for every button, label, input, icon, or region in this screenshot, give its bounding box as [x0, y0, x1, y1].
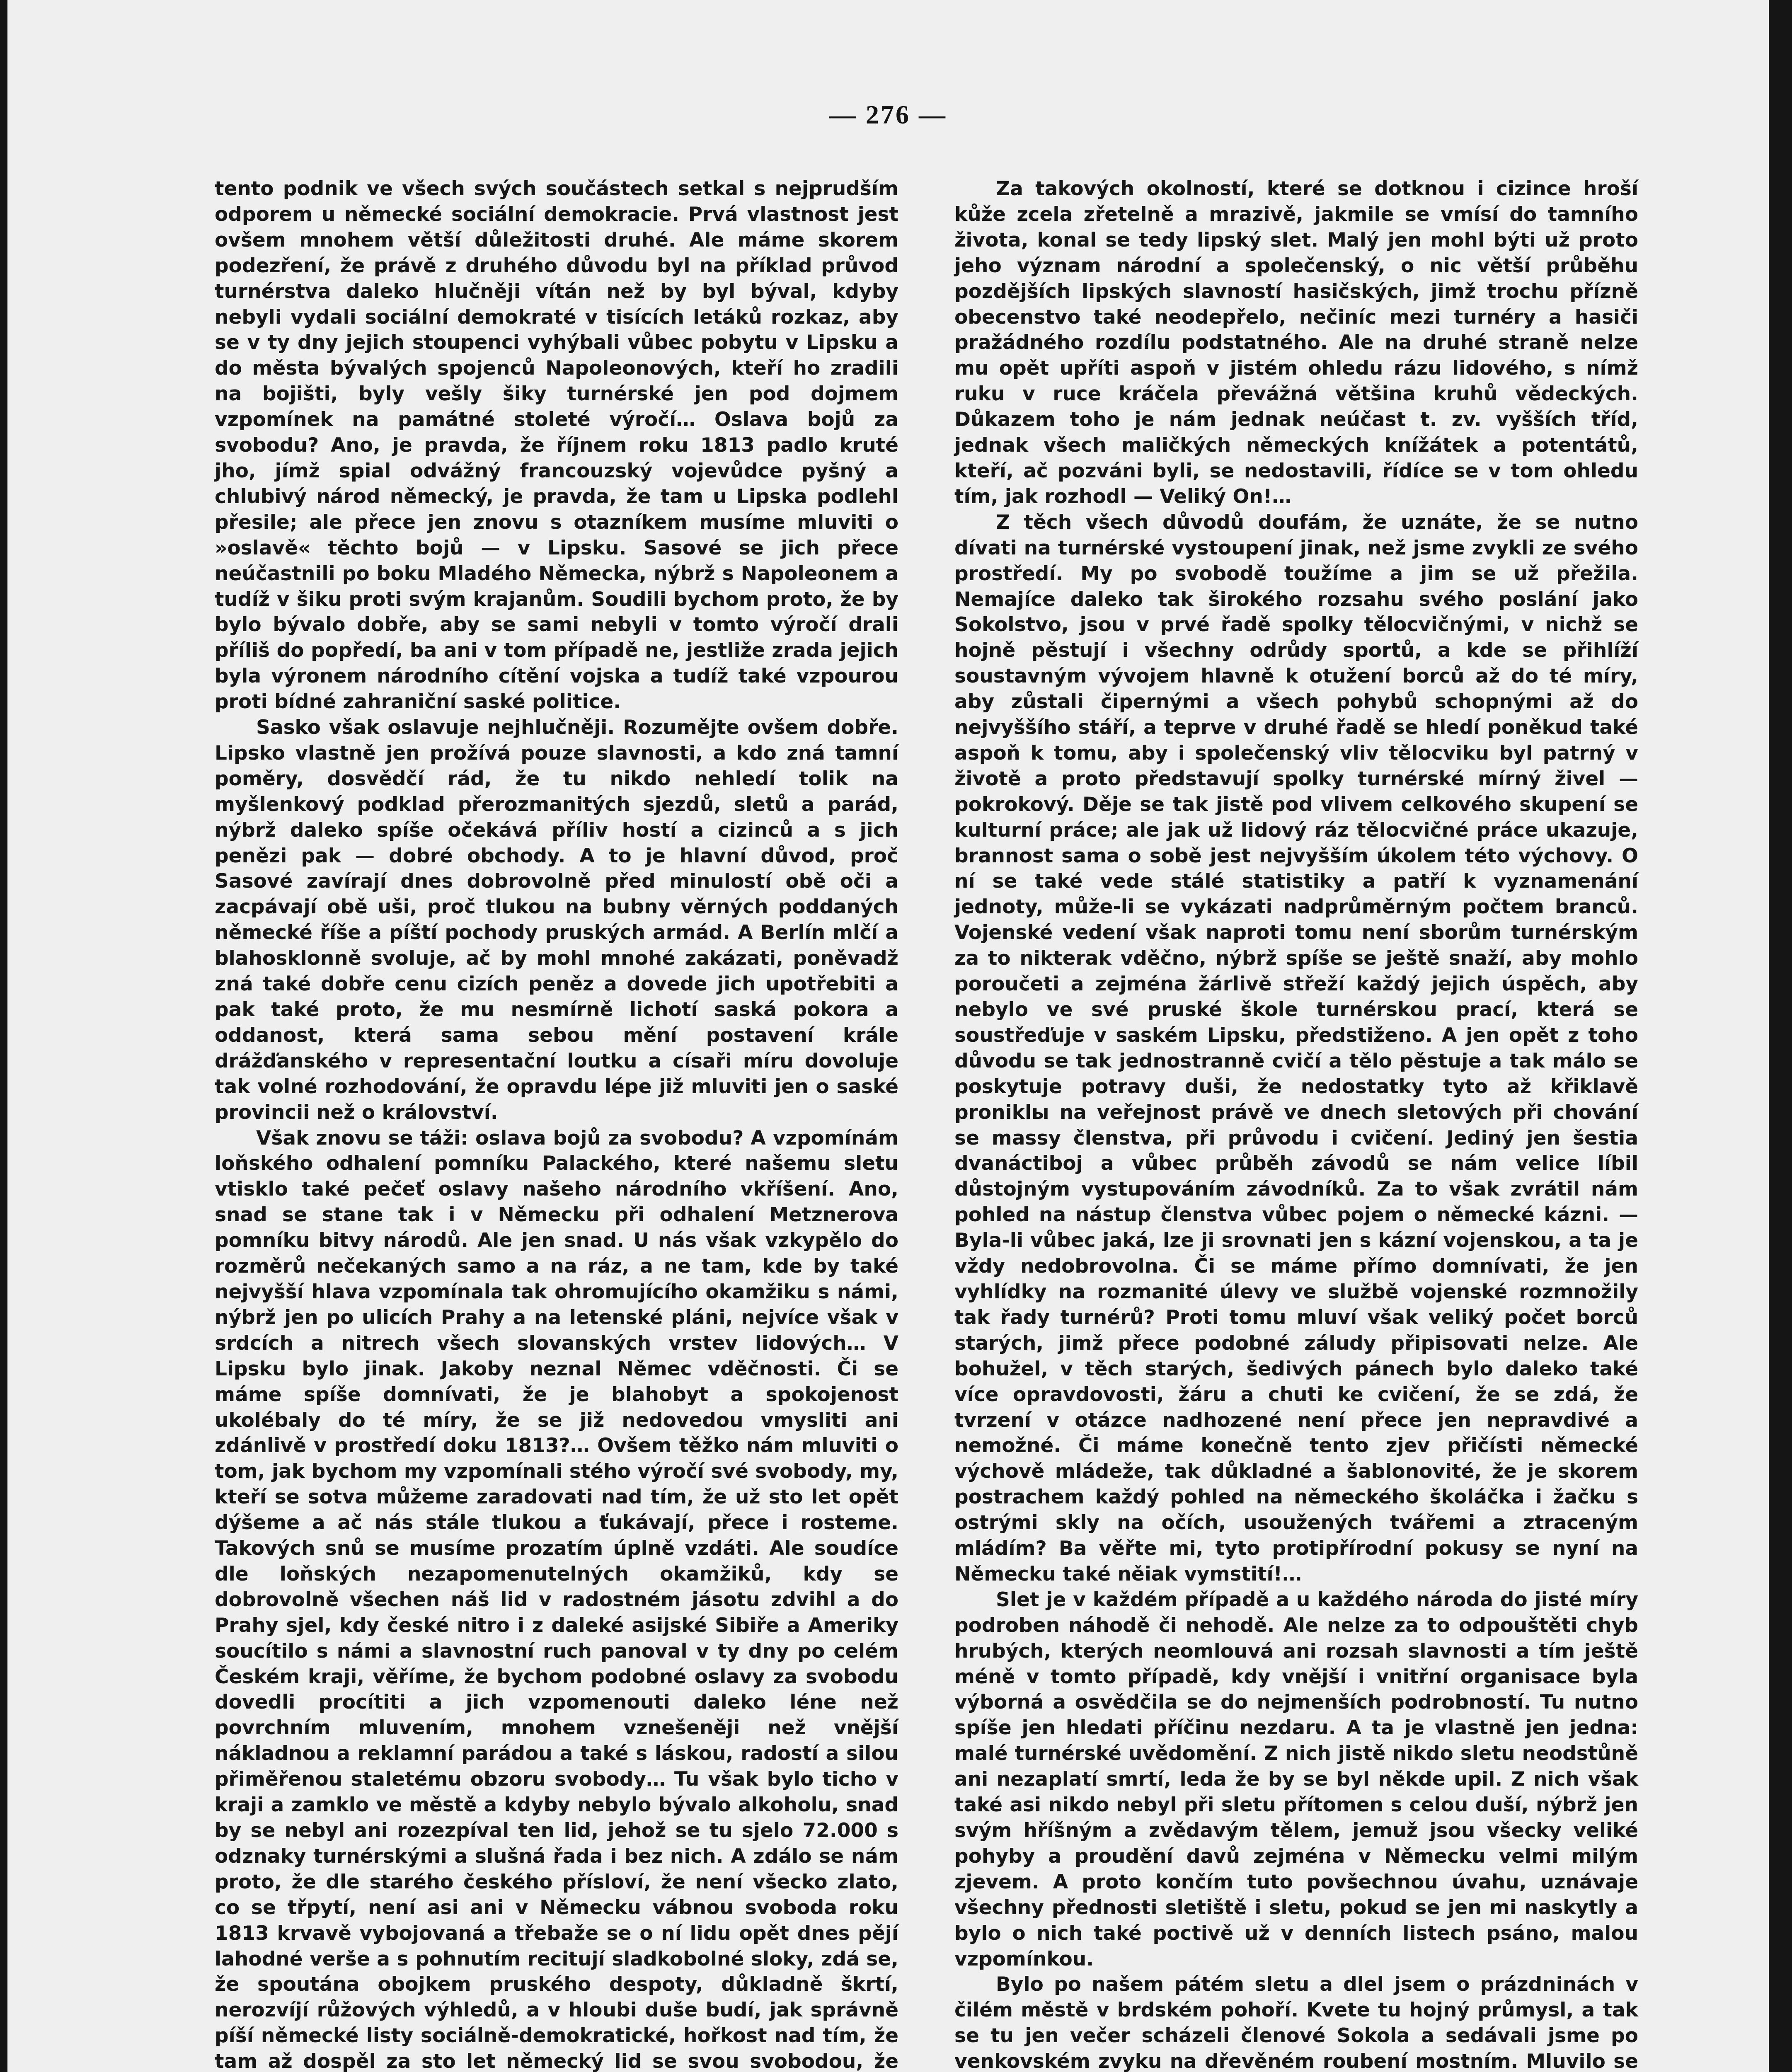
paragraph: Z těch všech důvodů doufám, že uznáte, že se nutno dívati na turnérské vystoupení jinak, než jsme zvykli ze svého prostředí. My po svobodě toužíme a jim se už přežila. Nemajíce daleko tak širokého rozsahu svého poslání jako Sokolstvo, jsou v prvé řadě spolky tělocvičnými, v nichž se hojně pěstují i všechny odrůdy sportů, a kde se přihlíží soustavným vývojem hlavně k otužení borců až do té míry, aby zůstali čipernými a všech pohybů schopnými až do nejvyššího stáří, a teprve v druhé řadě se hledí poněkud také aspoň k tomu, aby i společenský vliv tělocviku byl patrný v životě a proto představují spolky turnérské mírný živel — pokrokový. Děje se tak jistě pod vlivem celkového skupení se kulturní práce; ale jak už lidový ráz tělocvičné práce ukazuje, brannost sama o sobě jest nejvyšším úkolem této výchovy. O ní se také vede stálé statistiky a patří k vyznamenání jednoty, může-li se vykázati nadprůměrným počtem branců. Vojenské vedení však naproti tomu není sborům turnérským za to nikterak vděčno, nýbrž spíše se ještě snaží, aby mohlo poroučeti a zejména žárlivě střeží každý jejich úspěch, aby nebylo ve své pruské škole turnérskou prací, která se soustřeďuje v saském Lipsku, předstiženo. A jen opět z toho důvodu se tak jednostranně cvičí a tělo pěstuje a tak málo se poskytuje potravy duši, že nedostatky tyto až křiklavě proniklы na veřejnost právě ve dnech sletových při chování se massy členstva, při průvodu i cvičení. Jediný jen šestia dvanáctiboj a vůbec průběh závodů se nám velice líbil důstojným vystupováním závodníků. Za to však zvrátil nám pohled na nástup členstva vůbec pojem o německé kázni. — Byla-li vůbec jaká, lze ji srovnati jen s kázní vojenskou, a ta je vždy nedobrovolna. Či se máme přímo domnívati, že jen vyhlídky na rozmanité úlevy ve službě vojenské rozmnožily tak řady turnérů? Proti tomu mluví však veliký počet borců starých, jimž přece podobné záludy připisovati nelze. Ale bohužel, v těch starých, šedivých pánech bylo daleko také více opravdovosti, žáru a chuti ke cvičení, že se zdá, že tvrzení v otázce nadhozené není přece jen nepravdivé a nemožné. Či máme konečně tento zjev přičísti německé výchově mládeže, tak důkladné a šablonovité, že je skorem postrachem každý pohled na německého školáčka i žačku s ostrými skly na očích, usoužených tvářemi a ztraceným mládím? Ba věřte mi, tyto protipřírodní pokusy se nyní na Německu také něiak vymstití!… — [954, 511, 1638, 1585]
document-page — [7, 0, 1769, 2072]
paragraph: Sasko však oslavuje nejhlučněji. Rozumějte ovšem dobře. Lipsko vlastně jen prožívá pouze slavnosti, a kdo zná tamní poměry, dosvědčí rád, že tu nikdo nehledí tolik na myšlenkový podklad přerozmanitých sjezdů, sletů a parád, nýbrž daleko spíše očekává příliv hostí a cizinců a s jich penězi pak — dobré obchody. A to je hlavní důvod, proč Sasové zavírají dnes dobrovolně před minulostí obě oči a zacpávají obě uši, proč tlukou na bubny věrných poddaných německé říše a píští pochody pruských armád. A Berlín mlčí a blahosklonně svoluje, ač by mohl mnohé zakázati, poněvadž zná také dobře cenu cizích peněz a dovede jich upotřebiti a pak také proto, že mu nesmírně lichotí saská pokora a oddanost, která sama sebou mění postavení krále drážďanského v representační loutku a císaři míru dovoluje tak volné rozhodování, že opravdu lépe již mluviti jen o saské provincii než o království. — [215, 716, 898, 1124]
page-number: — 276 — — [829, 100, 947, 129]
right-column — [954, 176, 1638, 2072]
left-column — [215, 176, 898, 2072]
paragraph: Však znovu se táži: oslava bojů za svobodu? A vzpomínám loňského odhalení pomníku Palackého, které našemu sletu vtisklo také pečeť oslavy našeho národního vkříšení. Ano, snad se stane tak i v Německu při odhalení Metznerova pomníku bitvy národů. Ale jen snad. U nás však vzkypělo do rozměrů nečekaných samo a na ráz, a ne tam, kde by také nejvyšší hlava vzpomínala tak ohromujícího okamžiku s námi, nýbrž jen po ulicích Prahy a na letenské pláni, nejvíce však v srdcích a nitrech všech slovanských vrstev lidových… V Lipsku bylo jinak. Jakoby neznal Němec vděčnosti. Či se máme spíše domnívati, že je blahobyt a spokojenost ukolébaly do té míry, že se již nedovedou vmysliti ani zdánlivě v prostředí doku 1813?… Ovšem těžko nám mluviti o tom, jak bychom my vzpomínali stého výročí své svobody, my, kteří se sotva můžeme zaradovati nad tím, že už sto let opět dýšeme a ač nás stále tlukou a ťukávají, přece i rosteme. Takových snů se musíme prozatím úplně vzdáti. Ale soudíce dle loňských nezapomenutelných okamžiků, kdy se dobrovolně všechen náš lid v radostném jásotu zdvihl a do Prahy sjel, kdy české nitro i z daleké asijské Sibiře a Ameriky soucítilo s námi a slavnostní ruch panoval v ty dny po celém Českém kraji, věříme, že bychom podobné oslavy za svobodu dovedli procítiti a jich vzpomenouti daleko léne než povrchním mluvením, mnohem vznešeněji než vnější nákladnou a reklamní parádou a také s láskou, radostí a silou přiměřenou staletému obzoru svobody… Tu však bylo ticho v kraji a zamklo ve městě a kdyby nebylo bývalo alkoholu, snad by se nebyl ani rozezpíval ten lid, jehož se tu sjelo 72.000 s odznaky turnérskými a slušná řada i bez nich. A zdálo se nám proto, že dle starého českého přísloví, že není všecko zlato, co se třpytí, není asi ani v Německu vábnou svoboda roku 1813 krvavě vybojovaná a třebaže se o ní lidu opět dnes pějí lahodné verše a s pohnutím recitují sladkobolné sloky, zdá se, že spoutána obojkem pruského despoty, důkladně škrtí, nerozvíjí růžových výhledů, a v hloubi duše budí, jak správně píší německé listy sociálně-demokratické, hořkost nad tím, že tam až dospěl za sto let německý lid se svou svobodou, že — [215, 1126, 898, 2072]
paragraph: Slet je v každém případě a u každého národa do jisté míry podroben náhodě či nehodě. Ale nelze za to odpouštěti chyb hrubých, kterých neomlouvá ani rozsah slavnosti a tím ještě méně v tomto případě, kdy vnější i vnitřní organisace byla výborná a osvědčila se do nejmenších podrobností. Tu nutno spíše jen hledati příčinu nezdaru. A ta je vlastně jen jedna: malé turnérské uvědomění. Z nich jistě nikdo sletu neodstůně ani nezaplatí smrtí, leda že by se byl někde upil. Z nich však také asi nikdo nebyl při sletu přítomen s celou duší, nýbrž jen svým hříšným a zvědavým tělem, jemuž jsou všecky veliké pohyby a proudění davů zejména v Německu velmi milým zjevem. A proto končím tuto povšechnou úvahu, uznávaje všechny přednosti sletiště i sletu, pokud se jen mi naskytly a bylo o nich také poctivě už v denních listech psáno, malou vzpomínkou. — [954, 1588, 1638, 1970]
paragraph: Bylo po našem pátém sletu a dlel jsem o prázdninách v čilém městě v brdském pohoří. Kvete tu hojný průmysl, a tak se tu jen večer scházeli členové Sokola a sedávali jsme po venkovském zvyku na dřevěném roubení mostním. Mluvilo se — [954, 1973, 1638, 2072]
paragraph: tento podnik ve všech svých součástech setkal s nejprudším odporem u německé sociální demokracie. Prvá vlastnost jest ovšem mnohem větší důležitosti druhé. Ale máme skorem podezření, že právě z druhého důvodu byl na příklad průvod turnérstva daleko hlučněji vítán než by byl býval, kdyby nebyli vydali sociální demokraté v tisících letáků rozkaz, aby se v ty dny jejich stoupenci vyhýbali vůbec pobytu v Lipsku a do města bývalých spojenců Napoleonových, kteří ho zradili na bojišti, byly vešly šiky turnérské jen pod dojmem vzpomínek na památné stoleté výročí… Oslava bojů za svobodu? Ano, je pravda, že říjnem roku 1813 padlo kruté jho, jímž spial odvážný francouzský vojevůdce pyšný a chlubivý národ německý, je pravda, že tam u Lipska podlehl přesile; ale přece jen znovu s otazníkem musíme mluviti o »oslavě« těchto bojů — v Lipsku. Sasové se jich přece neúčastnili po boku Mladého Německa, nýbrž s Napoleonem a tudíž v šiku proti svým krajanům. Soudili bychom proto, že by bylo bývalo dobře, aby se sami nebyli v tomto výročí drali příliš do popředí, ba ani v tom případě ne, jestliže zrada jejich byla výronem národního cítění vojska a tudíž také vzpourou proti bídné zahraniční saské politice. — [215, 177, 898, 714]
paragraph: Za takových okolností, které se dotknou i cizince hroší kůže zcela zřetelně a mrazivě, jakmile se vmísí do tamního života, konal se tedy lipský slet. Malý jen mohl býti už proto jeho význam národní a společenský, o nic větší průběhu pozdějších lipských slavností hasičských, jimž trochu přízně obecenstvo také neodepřelo, nečiníc mezi turnéry a hasiči pražádného rozdílu podstatného. Ale na druhé straně nelze mu opět upříti aspoň v jistém ohledu rázu lidového, s nímž ruku v ruce kráčela převážná většina kruhů vědeckých. Důkazem toho je nám jednak neúčast t. zv. vyšších tříd, jednak všech maličkých německých knížátek a potentátů, kteří, ač pozváni byli, se nedostavili, řídíce se v tom ohledu tím, jak rozhodl — Veliký On!… — [954, 177, 1638, 508]
